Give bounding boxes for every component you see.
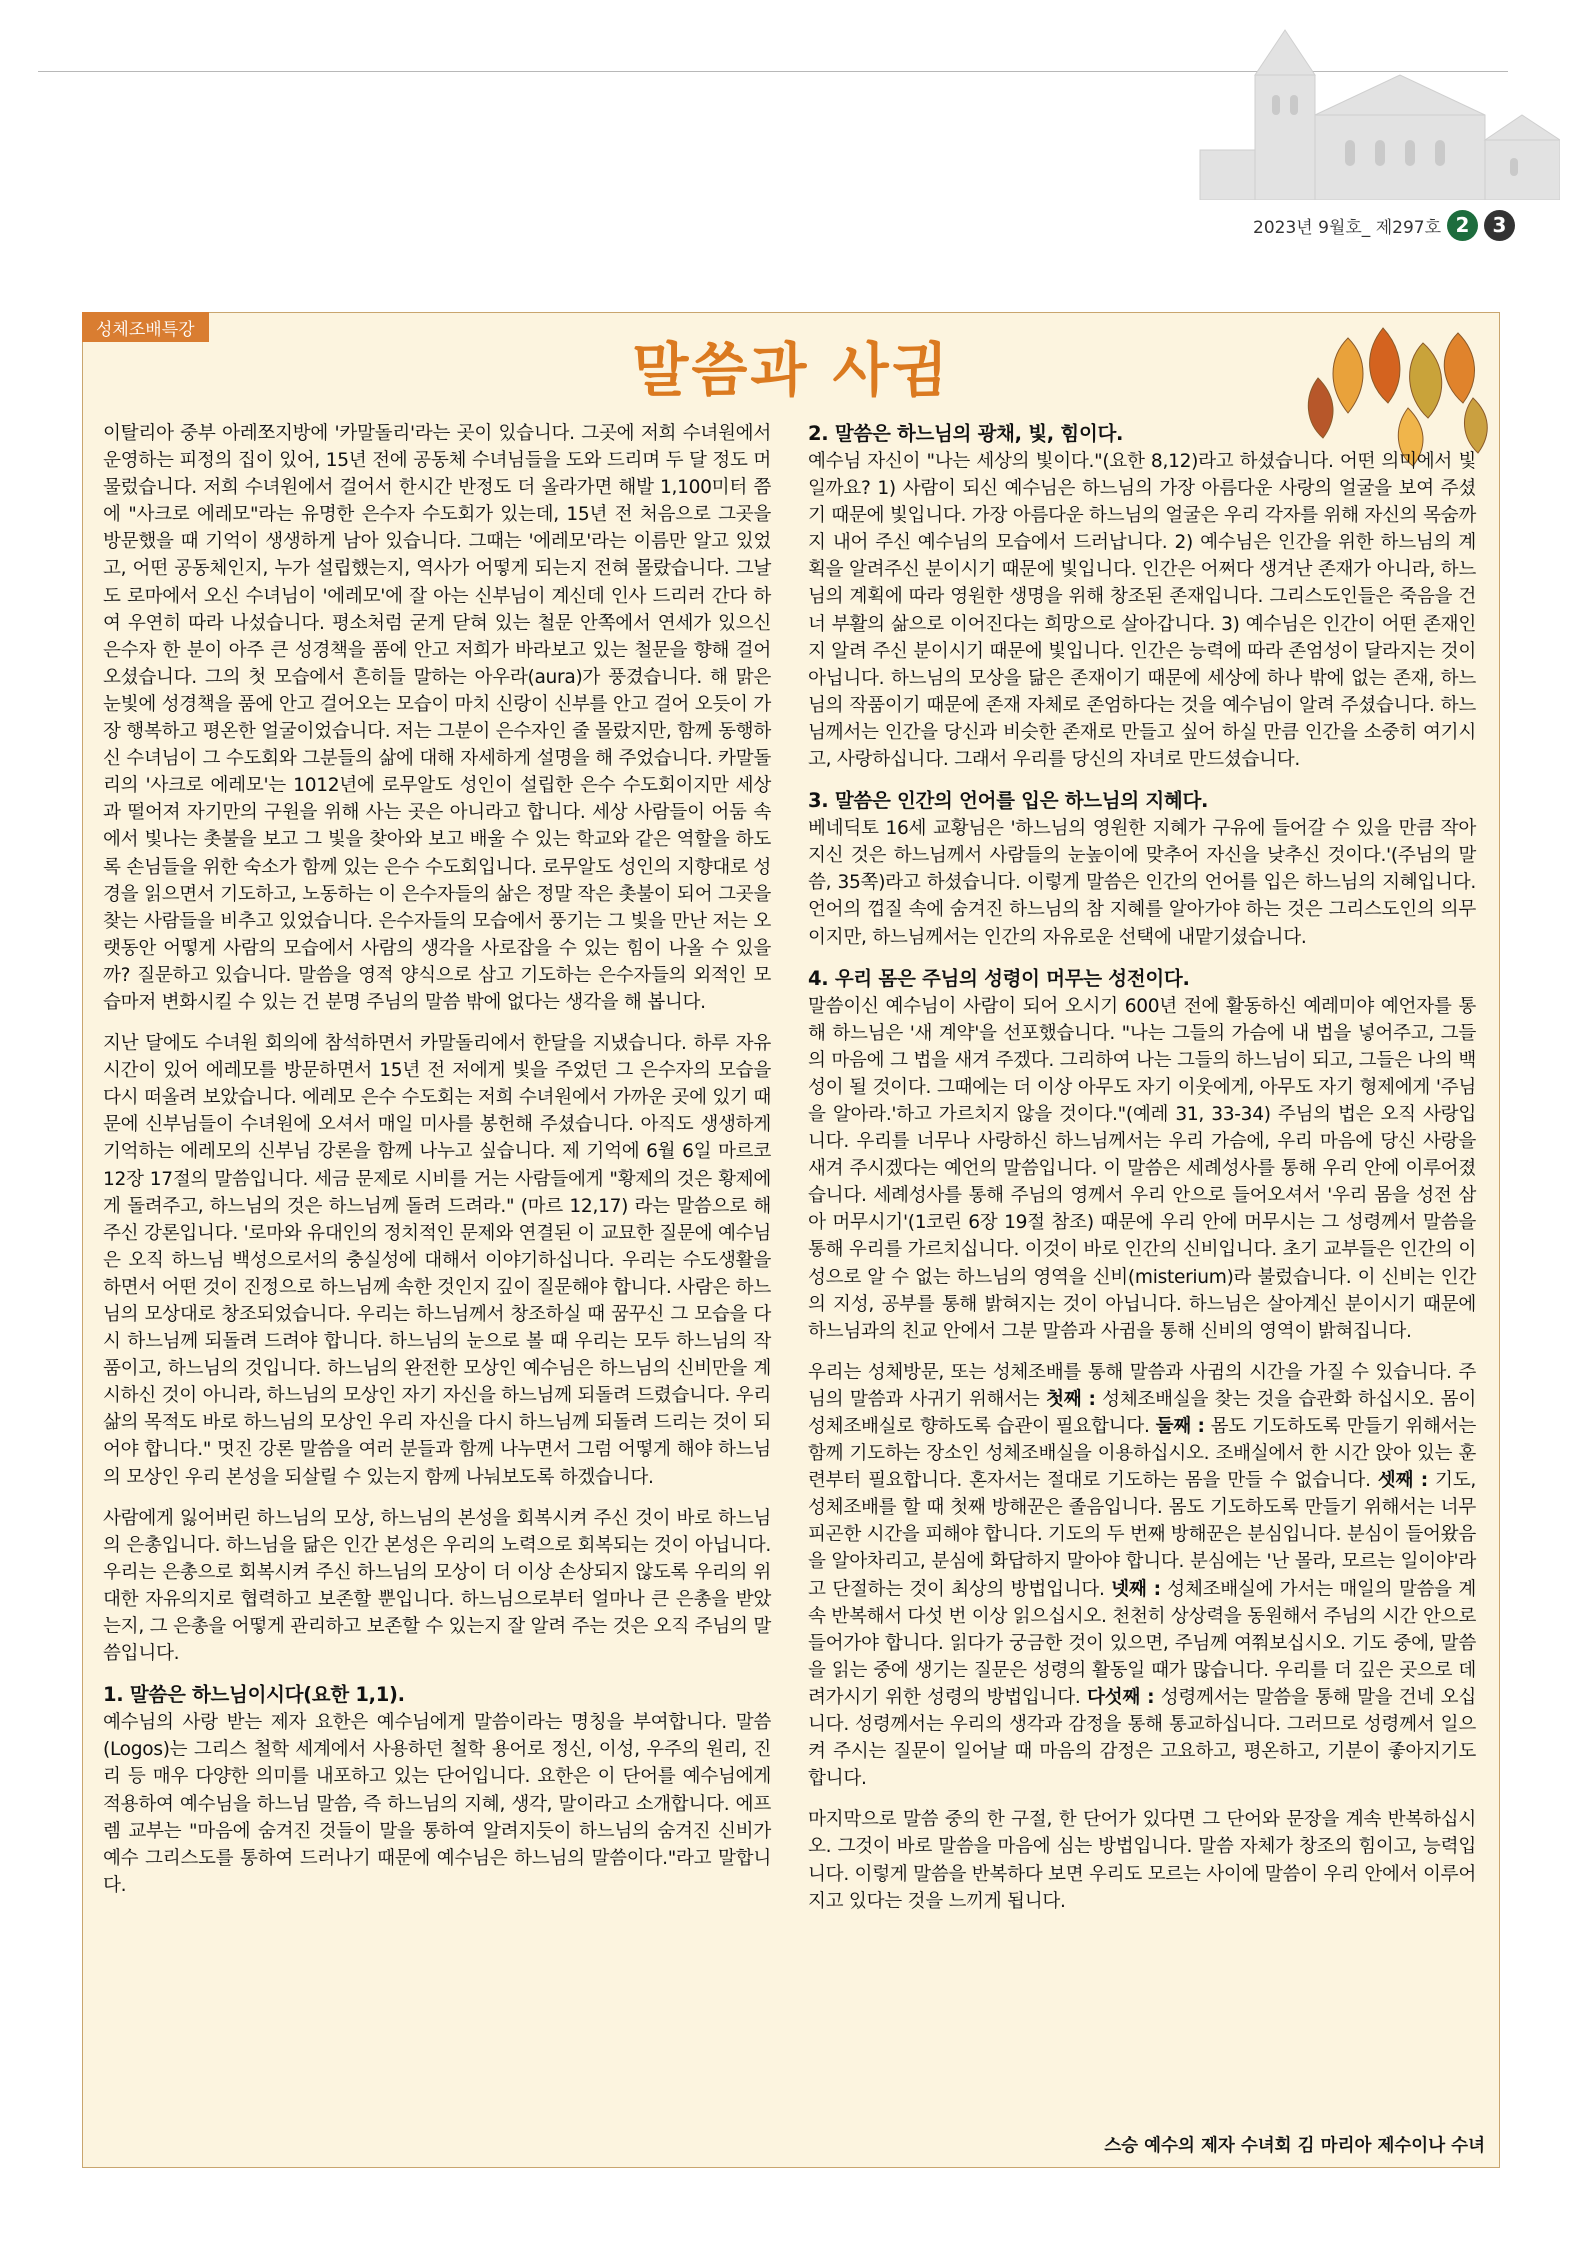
section-4 — [808, 965, 1476, 1345]
article-column-left — [103, 420, 771, 1913]
label-third: 셋째 : — [1377, 1470, 1428, 1492]
paragraph-homily: 지난 달에도 수녀원 회의에 참석하면서 카말돌리에서 한달을 지냈습니다. 하루 자유 시간이 있어 에레모를 방문하면서 15년 전 저에게 빛을 주었던 그 은수자의 모습을 다시 떠올려 보았습니다. 에레모 은수 수도회는 저희 수녀원에서 가까운 곳에 있기 때문에 신부님들이 수녀원에 오셔서 매일 미사를 봉헌해 주셨습니다. 아직도 생생하게 기억하는 에레모의 신부님 강론을 함께 나누고 싶습니다. 제 기억에 6월 6일 마르코 12장 17절의 말씀입니다. 세금 문제로 시비를 거는 사람들에게 "황제의 것은 황제에게 돌려주고, 하느님의 것은 하느님께 돌려 드려라." (마르 12,17) 라는 말씀으로 해 주신 강론입니다. '로마와 유대인의 정치적인 문제와 연결된 이 교묘한 질문에 예수님은 오직 하느님 백성으로서의 충실성에 대해서 이야기하십니다. 우리는 수도생활을 하면서 어떤 것이 진정으로 하느님께 속한 것인지 깊이 질문해야 합니다. 사람은 하느님의 모상대로 창조되었습니다. 우리는 하느님께서 창조하실 때 꿈꾸신 그 모습을 다시 하느님께 되돌려 드려야 합니다. 하느님의 눈으로 볼 때 우리는 모두 하느님의 작품이고, 하느님의 것입니다. 하느님의 완전한 모상인 예수님은 하느님의 신비만을 계시하신 것이 아니라, 하느님의 모상인 자기 자신을 하느님께 되돌려 드렸습니다. 우리 삶의 목적도 바로 하느님의 모상인 우리 자신을 다시 하느님께 되돌려 드리는 것이 되어야 합니다." 멋진 강론 말씀을 여러 분들과 함께 나누면서 그럼 어떻게 해야 하느님의 모상인 우리 본성을 되살릴 수 있는지 함께 나눠보도록 하겠습니다. — [103, 1033, 771, 1488]
section-2 — [808, 420, 1476, 773]
practice-text-e: 성체조배실에 가서는 매일의 말씀을 계속 반복해서 다섯 번 이상 읽으십시오. 천천히 상상력을 동원해서 주님의 시간 안으로 들어가야 합니다. 읽다가 궁금한 것이 있으면, 주님께 여쭤보십시오. 기도 중에, 말씀을 읽는 중에 생기는 질문은 성령의 활동일 때가 많습니다. 우리를 더 깊은 곳으로 데려가시기 위한 성령의 방법입니다. — [808, 1578, 1477, 1708]
section-4-heading: 4. 우리 몸은 주님의 성령이 머무는 성전이다. — [808, 966, 1190, 990]
practice-text-c: 몸도 기도하도록 만들기 위해서는 함께 기도하는 장소인 성체조배실을 이용하십시오. 조배실에서 한 시간 앉아 있는 훈련부터 필요합니다. 혼자서는 절대로 기도하는 몸을 만들 수 없습니다. — [808, 1416, 1476, 1492]
section-3-body: 베네딕토 16세 교황님은 '하느님의 영원한 지혜가 구유에 들어갈 수 있을 만큼 작아지신 것은 하느님께서 사람들의 눈높이에 맞추어 자신을 낮추신 것이다.'(주님의 말씀, 35쪽)라고 하셨습니다. 이렇게 말씀은 인간의 언어를 입은 하느님의 지혜입니다. 언어의 껍질 속에 숨겨진 하느님의 참 지혜를 알아가야 하는 것은 그리스도인의 의무이지만, 하느님께서는 인간의 자유로운 선택에 내맡기셨습니다. — [808, 818, 1476, 948]
label-fifth: 다섯째 : — [1087, 1686, 1155, 1708]
paragraph-practice — [808, 1359, 1476, 1793]
section-1-body: 예수님의 사랑 받는 제자 요한은 예수님에게 말씀이라는 명칭을 부여합니다. 말씀(Logos)는 그리스 철학 세계에서 사용하던 철학 용어로 정신, 이성, 우주의 원리, 진리 등 매우 다양한 의미를 내포하고 있는 단어입니다. 요한은 이 단어를 예수님에게 적용하여 예수님을 하느님 말씀, 즉 하느님의 지혜, 생각, 말이라고 소개합니다. 에프렘 교부는 "마음에 숨겨진 것들이 말을 통하여 알려지듯이 하느님의 숨겨진 신비가 예수 그리스도를 통하여 드러나기 때문에 예수님은 하느님의 말씀이다."라고 말합니다. — [103, 1712, 771, 1896]
author-signature: 스승 예수의 제자 수녀회 김 마리아 제수이나 수녀 — [1104, 2136, 1485, 2156]
page-number-left: 2 — [1447, 210, 1478, 241]
label-fourth: 넷째 : — [1111, 1578, 1161, 1600]
section-3-heading: 3. 말씀은 인간의 언어를 입은 하느님의 지혜다. — [808, 789, 1209, 813]
paragraph-intro: 이탈리아 중부 아레쪼지방에 '카말돌리'라는 곳이 있습니다. 그곳에 저희 수녀원에서 운영하는 피정의 집이 있어, 15년 전에 공동체 수녀님들을 도와 드리며 두 달 정도 머물렀습니다. 저희 수녀원에서 걸어서 한시간 반정도 더 올라가면 해발 1,100미터 쯤에 "사크로 에레모"라는 유명한 은수자 수도회가 있는데, 15년 전 처음으로 그곳을 방문했을 때 기억이 생생하게 남아 있습니다. 그때는 '에레모'라는 이름만 알고 있었고, 어떤 공동체인지, 누가 설립했는지, 역사가 어떻게 되는지 전혀 몰랐습니다. 그날도 로마에서 오신 수녀님이 '에레모'에 잘 아는 신부님이 계신데 인사 드리러 간다 하여 우연히 따라 나섰습니다. 평소처럼 굳게 닫혀 있는 철문 안쪽에서 연세가 있으신 은수자 한 분이 아주 큰 성경책을 품에 안고 저희가 바라보고 있는 철문을 향해 걸어 오셨습니다. 그의 첫 모습에서 흔히들 말하는 아우라(aura)가 풍겼습니다. 해 맑은 눈빛에 성경책을 품에 안고 걸어오는 모습이 마치 신랑이 신부를 안고 걸어 오듯이 가장 행복하고 평온한 얼굴이었습니다. 저는 그분이 은수자인 줄 몰랐지만, 함께 동행하신 수녀님이 그 수도회와 그분들의 삶에 대해 자세하게 설명을 해 주었습니다. 카말돌리의 '사크로 에레모'는 1012년에 로무알도 성인이 설립한 은수 수도회이지만 세상과 떨어져 자기만의 구원을 위해 사는 곳은 아니라고 합니다. 세상 사람들이 어둠 속에서 빛나는 촛불을 보고 그 빛을 찾아와 보고 배울 수 있는 학교와 같은 역할을 하도록 손님들을 위한 숙소가 함께 있는 은수 수도회입니다. 로무알도 성인의 지향대로 성경을 읽으면서 기도하고, 노동하는 이 은수자들의 삶은 정말 작은 촛불이 되어 그곳을 찾는 사람들을 비추고 있었습니다. 은수자들의 모습에서 풍기는 그 빛을 만난 저는 오랫동안 어떻게 사람의 모습에서 사람의 생각을 사로잡을 수 있는 힘이 나올 수 있을까? 질문하고 있습니다. 말씀을 영적 양식으로 삼고 기도하는 은수자들의 외적인 모습마저 변화시킬 수 있는 건 분명 주님의 말씀 밖에 없다는 생각을 해 봅니다. — [103, 423, 771, 1013]
section-1 — [103, 1681, 771, 1899]
section-tag: 성체조배특강 — [82, 312, 209, 342]
practice-text-b: 성체조배실을 찾는 것을 습관화 하십시오. 몸이 성체조배실로 향하도록 습관이 필요합니다. — [808, 1388, 1477, 1437]
practice-text-f: 성령께서는 말씀을 통해 말을 건네 오십니다. 성령께서는 우리의 생각과 감정을 통해 통교하십니다. 그러므로 성령께서 일으켜 주시는 질문이 일어날 때 마음의 감정은 고요하고, 평온하고, 기분이 좋아지기도 합니다. — [808, 1686, 1476, 1790]
section-1-heading: 1. 말씀은 하느님이시다(요한 1,1). — [103, 1683, 405, 1707]
section-2-body: 예수님 자신이 "나는 세상의 빛이다."(요한 8,12)라고 하셨습니다. 어떤 의미에서 빛일까요? 1) 사람이 되신 예수님은 하느님의 가장 아름다운 사랑의 얼굴을 보여 주셨기 때문에 빛입니다. 가장 아름다운 하느님의 얼굴은 우리 각자를 위해 자신의 목숨까지 내어 주신 예수님의 모습에서 드러납니다. 2) 예수님은 인간을 위한 하느님의 계획을 알려주신 분이시기 때문에 빛입니다. 인간은 어쩌다 생겨난 존재가 아니라, 하느님의 계획에 따라 영원한 생명을 위해 창조된 존재입니다. 그리스도인들은 죽음을 건너 부활의 삶으로 이어진다는 희망으로 살아갑니다. 3) 예수님은 인간이 어떤 존재인지 알려 주신 분이시기 때문에 빛입니다. 인간은 능력에 따라 존엄성이 달라지는 것이 아닙니다. 하느님의 모상을 닮은 존재이기 때문에 세상에 하나 밖에 없는 존재, 하느님의 작품이기 때문에 존재 자체로 존엄하다는 것을 예수님이 알려 주셨습니다. 하느님께서는 인간을 당신과 비슷한 존재로 만들고 싶어 하실 만큼 인간을 소중히 여기시고, 사랑하십니다. 그래서 우리를 당신의 자녀로 만드셨습니다. — [808, 451, 1476, 771]
article-title: 말씀과 사귐 — [632, 336, 951, 404]
issue-info — [1253, 207, 1515, 243]
church-illustration — [1160, 20, 1560, 200]
label-second: 둘째 : — [1155, 1416, 1205, 1437]
paragraph-closing: 마지막으로 말씀 중의 한 구절, 한 단어가 있다면 그 단어와 문장을 계속 반복하십시오. 그것이 바로 말씀을 마음에 심는 방법입니다. 말씀 자체가 창조의 힘이고, 능력입니다. 이렇게 말씀을 반복하다 보면 우리도 모르는 사이에 말씀이 우리 안에서 이루어지고 있다는 것을 느끼게 됩니다. — [808, 1809, 1476, 1912]
section-2-heading: 2. 말씀은 하느님의 광채, 빛, 힘이다. — [808, 422, 1124, 445]
practice-text-a: 우리는 성체방문, 또는 성체조배를 통해 말씀과 사귐의 시간을 가질 수 있습니다. 주님의 말씀과 사귀기 위해서는 — [808, 1361, 1476, 1410]
practice-text-d: 기도, 성체조배를 할 때 첫째 방해꾼은 졸음입니다. 몸도 기도하도록 만들기 위해서는 너무 피곤한 시간을 피해야 합니다. 기도의 두 번째 방해꾼은 분심입니다. 분심이 들어왔음을 알아차리고, 분심에 화답하지 말아야 합니다. 분심에는 '난 몰라, 모르는 일이야'라고 단절하는 것이 최상의 방법입니다. — [808, 1470, 1476, 1600]
article-column-right — [808, 420, 1476, 1929]
section-4-body: 말씀이신 예수님이 사람이 되어 오시기 600년 전에 활동하신 예레미야 예언자를 통해 하느님은 '새 계약'을 선포했습니다. "나는 그들의 가슴에 내 법을 넣어주고, 그들의 마음에 그 법을 새겨 주겠다. 그리하여 나는 그들의 하느님이 되고, 그들은 나의 백성이 될 것이다. 그때에는 더 이상 아무도 자기 이웃에게, 아무도 자기 형제에게 '주님을 알아라.'하고 가르치지 않을 것이다."(예레 31, 33-34) 주님의 법은 오직 사랑입니다. 우리를 너무나 사랑하신 하느님께서는 우리 가슴에, 우리 마음에 당신 사랑을 새겨 주시겠다는 예언의 말씀입니다. 이 말씀은 세례성사를 통해 우리 안에 이루어졌습니다. 세례성사를 통해 주님의 영께서 우리 안으로 들어오셔서 '우리 몸을 성전 삼아 머무시기'(1코린 6장 19절 참조) 때문에 우리 안에 머무시는 그 성령께서 말씀을 통해 우리를 가르치십니다. 이것이 바로 인간의 신비입니다. 초기 교부들은 인간의 이성으로 알 수 없는 하느님의 영역을 신비(misterium)라 불렀습니다. 이 신비는 인간의 지성, 공부를 통해 밝혀지는 것이 아닙니다. 하느님은 살아계신 분이시기 때문에 하느님과의 친교 안에서 그분 말씀과 사귐을 통해 신비의 영역이 밝혀집니다. — [808, 995, 1476, 1342]
section-3 — [808, 787, 1476, 950]
label-first: 첫째 : — [1046, 1388, 1096, 1410]
page-number-right: 3 — [1484, 210, 1515, 241]
paragraph-grace: 사람에게 잃어버린 하느님의 모상, 하느님의 본성을 회복시켜 주신 것이 바로 하느님의 은총입니다. 하느님을 닮은 인간 본성은 우리의 노력으로 회복되는 것이 아닙니다. 우리는 은총으로 회복시켜 주신 하느님의 모상이 더 이상 손상되지 않도록 우리의 위대한 자유의지로 협력하고 보존할 뿐입니다. 하느님으로부터 얼마나 큰 은총을 받았는지, 그 은총을 어떻게 관리하고 보존할 수 있는지 잘 알려 주는 것은 오직 주님의 말씀입니다. — [103, 1507, 771, 1665]
issue-text: 2023년 9월호_ 제297호 — [1253, 217, 1441, 238]
